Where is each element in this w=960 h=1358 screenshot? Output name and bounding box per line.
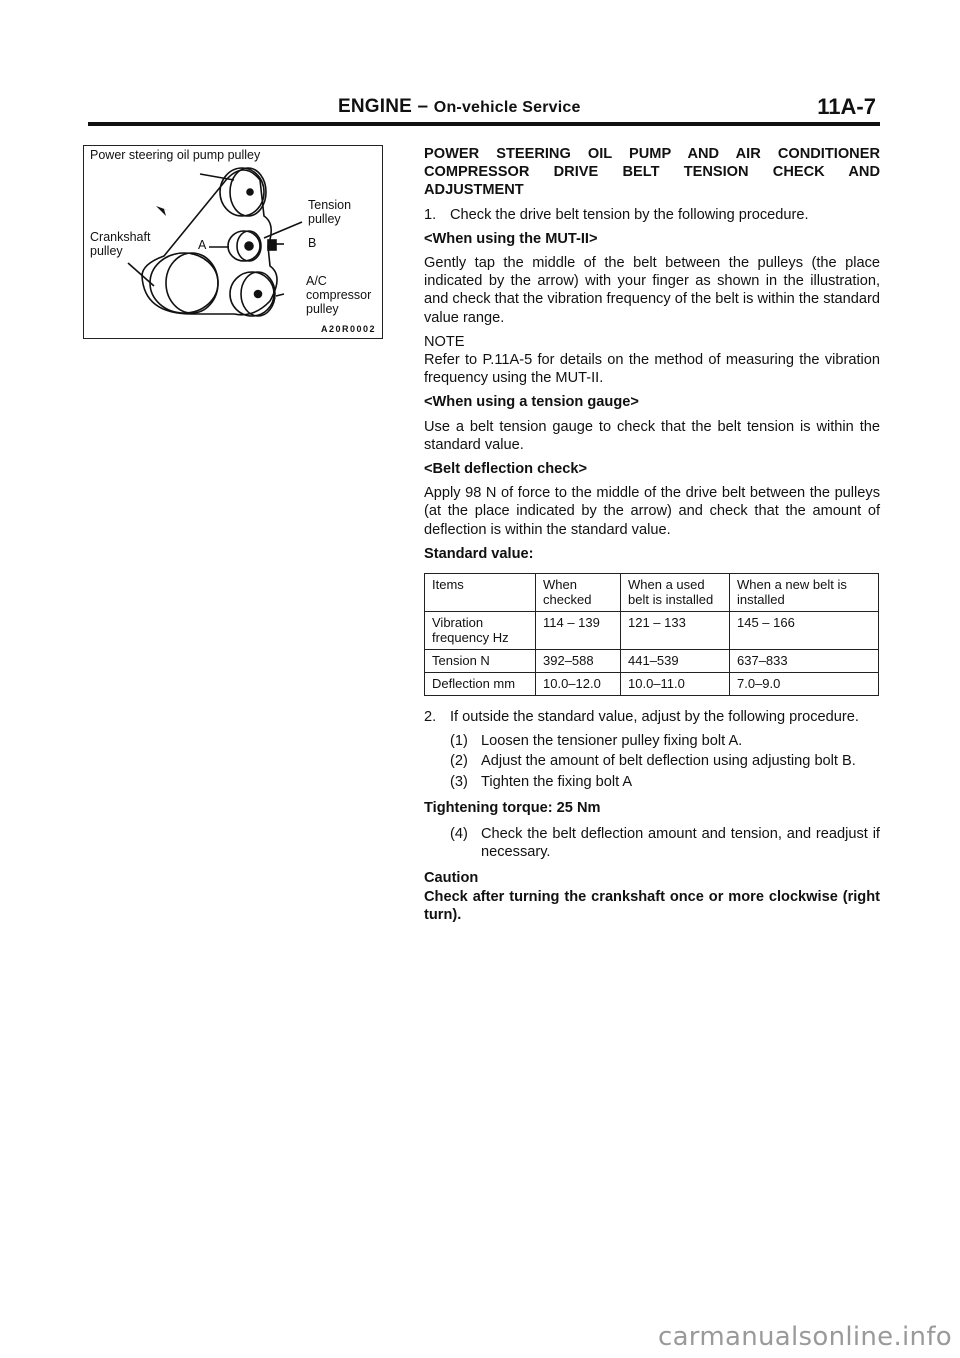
standard-value-label: Standard value: [424,545,534,562]
figure-code: A20R0002 [320,324,376,334]
substep-1 [450,732,880,750]
table-cell: 114 – 139 [536,612,621,650]
step-2 [424,708,880,726]
table-cell: Vibration frequency Hz [425,612,536,650]
table-cell: 392–588 [536,650,621,673]
caution-label: Caution [424,870,479,887]
gauge-heading: <When using a tension gauge> [424,394,639,411]
standard-value-table [424,573,879,696]
table-header-cell: When checked [536,574,621,612]
step-text: If outside the standard value, adjust by the following procedure. [450,709,859,726]
substep-text: Check the belt deflection amount and tension, and readjust if necessary. [481,826,880,861]
table-cell: Deflection mm [425,673,536,696]
table-cell: 10.0–12.0 [536,673,621,696]
table-row [425,673,879,696]
ac-pulley-label: A/C compressor pulley [306,274,372,316]
bolt-a-label: A [198,238,207,252]
deflection-heading: <Belt deflection check> [424,461,588,478]
ps-pulley-label: Power steering oil pump pulley [90,148,261,162]
note-label: NOTE [424,333,465,350]
header-subtitle: On-vehicle Service [433,99,581,116]
table-cell: 145 – 166 [730,612,879,650]
tension-pulley-label: Tension pulley [308,198,352,226]
mut-paragraph: Gently tap the middle of the belt between the pulleys (the place indicated by the arrow) with your finger as shown in the illustration, and check that the vibration frequency of the belt is within the standard value range. [424,255,880,326]
table-header-cell: Items [425,574,536,612]
substep-number: (2) [450,753,468,770]
section-heading: POWER STEERING OIL PUMP AND AIR CONDITIONER COMPRESSOR DRIVE BELT TENSION CHECK AND ADJUSTMENT [424,146,880,199]
table-cell: Tension N [425,650,536,673]
tightening-torque: Tightening torque: 25 Nm [424,799,601,816]
procedure-text [424,145,880,930]
substep-text: Adjust the amount of belt deflection using adjusting bolt B. [481,753,856,770]
table-cell: 121 – 133 [621,612,730,650]
watermark: carmanualsonline.info [657,1322,952,1352]
table-cell: 441–539 [621,650,730,673]
substep-2 [450,752,880,770]
substep-number: (4) [450,826,468,843]
substep-3 [450,773,880,791]
substep-number: (3) [450,773,468,790]
table-cell: 637–833 [730,650,879,673]
step-number: 2. [424,709,437,726]
header-rule [88,122,880,126]
table-header-cell: When a used belt is installed [621,574,730,612]
crankshaft-label: Crankshaft pulley [90,230,151,258]
table-cell: 7.0–9.0 [730,673,879,696]
caution-text: Check after turning the crankshaft once or more clockwise (right turn). [424,888,880,923]
note-text: Refer to P.11A-5 for details on the method of measuring the vibration frequency using the MUT-II. [424,352,880,387]
table-cell: 10.0–11.0 [621,673,730,696]
substep-number: (1) [450,733,468,750]
section-name: ENGINE [338,96,413,117]
gauge-paragraph: Use a belt tension gauge to check that the belt tension is within the standard value. [424,418,880,453]
deflection-paragraph: Apply 98 N of force to the middle of the drive belt between the pulleys (at the place indicated by the arrow) and check that the amount of deflection is within the standard value. [424,485,880,538]
page-number: 11A-7 [817,94,876,119]
substep-text: Tighten the fixing bolt A [481,773,633,790]
belt-diagram [83,145,383,339]
mut-heading: <When using the MUT-II> [424,230,598,247]
table-header-cell: When a new belt is installed [730,574,879,612]
substep-text: Loosen the tensioner pulley fixing bolt A. [481,733,743,750]
table-row [425,650,879,673]
header-dash: – [417,96,429,117]
table-header-row [425,574,879,612]
table-row [425,612,879,650]
bolt-b-label: B [308,236,317,250]
substep-4 [450,825,880,861]
page-header [88,86,880,126]
header-title [338,96,581,118]
step-1 [424,206,880,224]
step-number: 1. [424,206,437,223]
step-text: Check the drive belt tension by the following procedure. [450,206,809,223]
